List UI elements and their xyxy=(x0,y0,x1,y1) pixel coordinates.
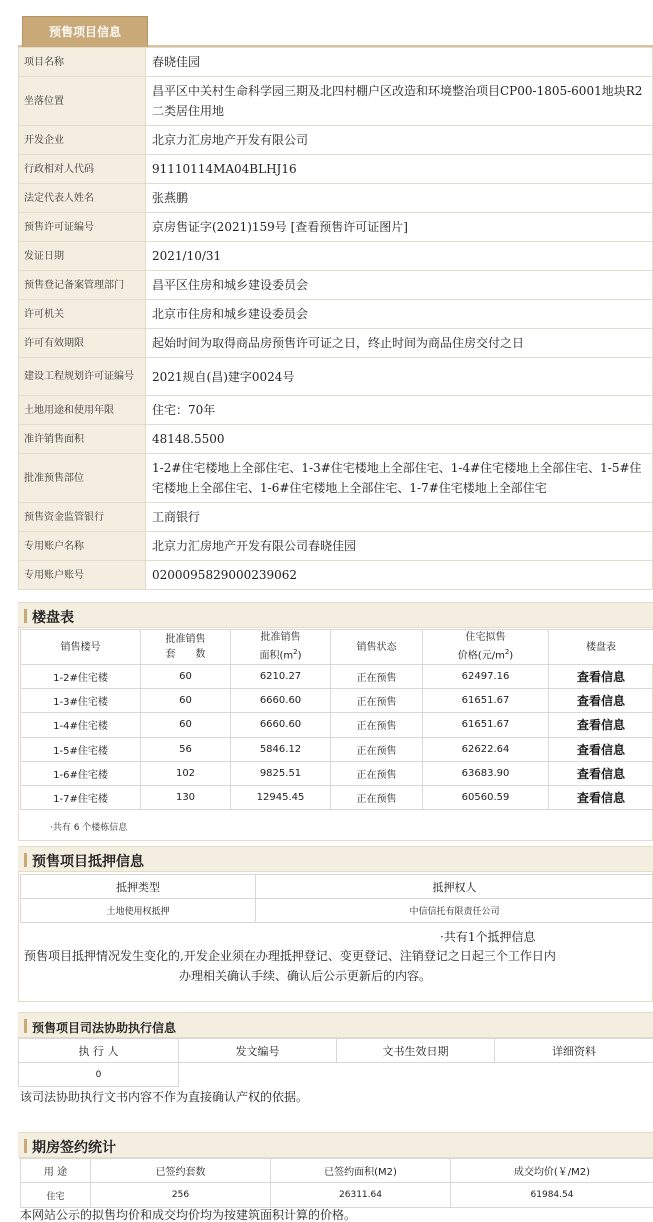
judicial-header xyxy=(18,1012,653,1038)
units-cell: 60 xyxy=(141,713,231,737)
mortgage-table xyxy=(20,874,653,923)
mortgage-header xyxy=(18,846,653,872)
info-row xyxy=(19,503,653,532)
col-avg-price: 成交均价(￥/M2) xyxy=(451,1159,653,1183)
status-cell: 正在预售 xyxy=(331,761,423,785)
price-cell: 62497.16 xyxy=(423,665,549,689)
col-details: 详细资料 xyxy=(495,1039,653,1063)
info-value: 1-2#住宅楼地上全部住宅、1-3#住宅楼地上全部住宅、1-4#住宅楼地上全部住宅、1-5#住宅楼地上全部住宅、1-6#住宅楼地上全部住宅、1-7#住宅楼地上全部住宅 xyxy=(146,454,653,503)
info-label: 批准预售部位 xyxy=(19,454,146,503)
col-status: 销售状态 xyxy=(331,630,423,665)
info-row xyxy=(19,271,653,300)
loupan-row xyxy=(21,713,653,737)
info-row xyxy=(19,454,653,503)
info-row xyxy=(19,358,653,396)
view-info-link[interactable]: 查看信息 xyxy=(549,665,653,689)
price-cell: 61651.67 xyxy=(423,713,549,737)
contracts-count: 256 xyxy=(91,1183,271,1208)
col-mortgage-holder: 抵押权人 xyxy=(256,875,653,899)
contracts-use: 住宅 xyxy=(21,1183,91,1208)
mortgage-title: 预售项目抵押信息 xyxy=(32,854,144,870)
info-row xyxy=(19,532,653,561)
info-label: 开发企业 xyxy=(19,126,146,155)
info-label: 项目名称 xyxy=(19,48,146,77)
section-bar xyxy=(24,609,27,623)
permit-number-value[interactable]: 京房售证字(2021)159号 [查看预售许可证图片] xyxy=(146,213,653,242)
info-row xyxy=(19,184,653,213)
info-value: 2021规自(昌)建字0024号 xyxy=(146,358,653,396)
info-value: 起始时间为取得商品房预售许可证之日，终止时间为商品住房交付之日 xyxy=(146,329,653,358)
info-label: 法定代表人姓名 xyxy=(19,184,146,213)
info-label: 建设工程规划许可证编号 xyxy=(19,358,146,396)
status-cell: 正在预售 xyxy=(331,785,423,809)
info-label: 专用账户账号 xyxy=(19,561,146,590)
info-row xyxy=(19,561,653,590)
view-info-link[interactable]: 查看信息 xyxy=(549,689,653,713)
contracts-title: 期房签约统计 xyxy=(32,1140,116,1156)
info-label: 发证日期 xyxy=(19,242,146,271)
price-cell: 61651.67 xyxy=(423,689,549,713)
col-price-sup: 2 xyxy=(504,648,510,657)
contracts-header xyxy=(18,1132,653,1158)
building-cell: 1-7#住宅楼 xyxy=(21,785,141,809)
contracts-table xyxy=(20,1158,653,1208)
info-value: 北京力汇房地产开发有限公司 xyxy=(146,126,653,155)
col-table: 楼盘表 xyxy=(549,630,653,665)
info-value: 2021/10/31 xyxy=(146,242,653,271)
info-row xyxy=(19,77,653,126)
col-area-line2: 面积(m xyxy=(259,650,294,662)
info-label: 许可机关 xyxy=(19,300,146,329)
col-signed-count: 已签约套数 xyxy=(91,1159,271,1183)
info-label: 专用账户名称 xyxy=(19,532,146,561)
col-area-close: ) xyxy=(297,650,302,662)
units-cell: 60 xyxy=(141,665,231,689)
info-row xyxy=(19,213,653,242)
loupan-row xyxy=(21,761,653,785)
info-label: 预售登记备案管理部门 xyxy=(19,271,146,300)
info-label: 许可有效期限 xyxy=(19,329,146,358)
col-mortgage-type: 抵押类型 xyxy=(21,875,256,899)
info-row xyxy=(19,242,653,271)
judicial-empty xyxy=(179,1063,337,1087)
area-cell: 5846.12 xyxy=(231,737,331,761)
units-cell: 102 xyxy=(141,761,231,785)
judicial-count: 0 xyxy=(19,1063,179,1087)
presale-info-tab[interactable]: 预售项目信息 xyxy=(22,16,148,47)
col-area-line1: 批准销售 xyxy=(260,632,301,644)
info-label: 土地用途和使用年限 xyxy=(19,396,146,425)
view-info-link[interactable]: 查看信息 xyxy=(549,737,653,761)
area-cell: 6210.27 xyxy=(231,665,331,689)
contracts-row xyxy=(21,1183,653,1208)
col-doc-no: 发文编号 xyxy=(179,1039,337,1063)
col-area xyxy=(231,630,331,665)
info-row xyxy=(19,48,653,77)
col-units-line2: 套 数 xyxy=(165,649,206,660)
loupan-row xyxy=(21,665,653,689)
status-cell: 正在预售 xyxy=(331,689,423,713)
units-cell: 60 xyxy=(141,689,231,713)
info-value: 春晓佳园 xyxy=(146,48,653,77)
contracts-price: 61984.54 xyxy=(451,1183,653,1208)
col-price-line1: 住宅拟售 xyxy=(465,632,506,644)
info-row xyxy=(19,329,653,358)
loupan-row xyxy=(21,689,653,713)
section-tab-strip xyxy=(18,14,653,47)
judicial-table xyxy=(18,1038,653,1087)
col-executor: 执 行 人 xyxy=(19,1039,179,1063)
info-label: 坐落位置 xyxy=(19,77,146,126)
col-area-sup: 2 xyxy=(293,648,298,657)
units-cell: 130 xyxy=(141,785,231,809)
col-price xyxy=(423,630,549,665)
view-info-link[interactable]: 查看信息 xyxy=(549,761,653,785)
info-value: 0200095829000239062 xyxy=(146,561,653,590)
info-row xyxy=(19,300,653,329)
info-value: 张燕鹏 xyxy=(146,184,653,213)
section-bar xyxy=(24,853,27,867)
building-cell: 1-4#住宅楼 xyxy=(21,713,141,737)
info-value: 住宅：70年 xyxy=(146,396,653,425)
view-info-link[interactable]: 查看信息 xyxy=(549,713,653,737)
judicial-row xyxy=(19,1063,653,1087)
info-label: 预售许可证编号 xyxy=(19,213,146,242)
area-cell: 6660.60 xyxy=(231,689,331,713)
col-building: 销售楼号 xyxy=(21,630,141,665)
col-signed-area: 已签约面积(M2) xyxy=(271,1159,451,1183)
mortgage-note-line1: 预售项目抵押情况发生变化的,开发企业须在办理抵押登记、变更登记、注销登记之日起三个工作日内 xyxy=(24,949,556,963)
judicial-empty xyxy=(495,1063,653,1087)
col-effective-date: 文书生效日期 xyxy=(337,1039,495,1063)
section-bar xyxy=(24,1019,27,1033)
status-cell: 正在预售 xyxy=(331,737,423,761)
area-cell: 12945.45 xyxy=(231,785,331,809)
mortgage-holder: 中信信托有限责任公司 xyxy=(256,899,653,923)
status-cell: 正在预售 xyxy=(331,665,423,689)
building-cell: 1-6#住宅楼 xyxy=(21,761,141,785)
mortgage-note-line2: 办理相关确认手续、确认后公示更新后的内容。 xyxy=(179,969,432,983)
contracts-area: 26311.64 xyxy=(271,1183,451,1208)
info-label: 预售资金监管银行 xyxy=(19,503,146,532)
info-value: 北京市住房和城乡建设委员会 xyxy=(146,300,653,329)
info-value: 91110114MA04BLHJ16 xyxy=(146,155,653,184)
info-value: 48148.5500 xyxy=(146,425,653,454)
area-cell: 9825.51 xyxy=(231,761,331,785)
info-value: 工商银行 xyxy=(146,503,653,532)
loupan-count: ·共有 6 个楼栋信息 xyxy=(50,823,128,833)
info-value: 昌平区住房和城乡建设委员会 xyxy=(146,271,653,300)
info-row xyxy=(19,155,653,184)
info-label: 行政相对人代码 xyxy=(19,155,146,184)
presale-info-table xyxy=(18,47,653,590)
mortgage-note xyxy=(24,946,624,986)
info-row xyxy=(19,396,653,425)
contracts-note: 本网站公示的拟售均价和成交均价均为按建筑面积计算的价格。 xyxy=(20,1208,357,1222)
judicial-empty xyxy=(337,1063,495,1087)
building-cell: 1-5#住宅楼 xyxy=(21,737,141,761)
loupan-header-row xyxy=(21,630,653,665)
price-cell: 60560.59 xyxy=(423,785,549,809)
col-price-line2: 价格(元/m xyxy=(457,650,505,662)
loupan-table xyxy=(20,629,653,810)
judicial-title: 预售项目司法协助执行信息 xyxy=(32,1021,177,1035)
status-cell: 正在预售 xyxy=(331,713,423,737)
price-cell: 63683.90 xyxy=(423,761,549,785)
info-value: 北京力汇房地产开发有限公司春晓佳园 xyxy=(146,532,653,561)
col-units xyxy=(141,630,231,665)
info-row xyxy=(19,425,653,454)
loupan-header xyxy=(18,602,653,628)
view-info-link[interactable]: 查看信息 xyxy=(549,785,653,809)
section-bar xyxy=(24,1139,27,1153)
col-price-close: ) xyxy=(509,650,514,662)
area-cell: 6660.60 xyxy=(231,713,331,737)
info-label: 准许销售面积 xyxy=(19,425,146,454)
contracts-header-row xyxy=(21,1159,653,1183)
building-cell: 1-2#住宅楼 xyxy=(21,665,141,689)
loupan-row xyxy=(21,785,653,809)
col-use: 用 途 xyxy=(21,1159,91,1183)
building-cell: 1-3#住宅楼 xyxy=(21,689,141,713)
loupan-title: 楼盘表 xyxy=(32,610,74,626)
judicial-note: 该司法协助执行文书内容不作为直接确认产权的依据。 xyxy=(20,1090,309,1104)
mortgage-row xyxy=(21,899,653,923)
mortgage-type: 土地使用权抵押 xyxy=(21,899,256,923)
price-cell: 62622.64 xyxy=(423,737,549,761)
info-row xyxy=(19,126,653,155)
info-value: 昌平区中关村生命科学园三期及北四村棚户区改造和环境整治项目CP00-1805-6001地块R2二类居住用地 xyxy=(146,77,653,126)
loupan-row xyxy=(21,737,653,761)
col-units-line1: 批准销售 xyxy=(165,634,206,645)
judicial-header-row xyxy=(19,1039,653,1063)
units-cell: 56 xyxy=(141,737,231,761)
mortgage-count: ·共有1个抵押信息 xyxy=(440,930,536,944)
mortgage-header-row xyxy=(21,875,653,899)
